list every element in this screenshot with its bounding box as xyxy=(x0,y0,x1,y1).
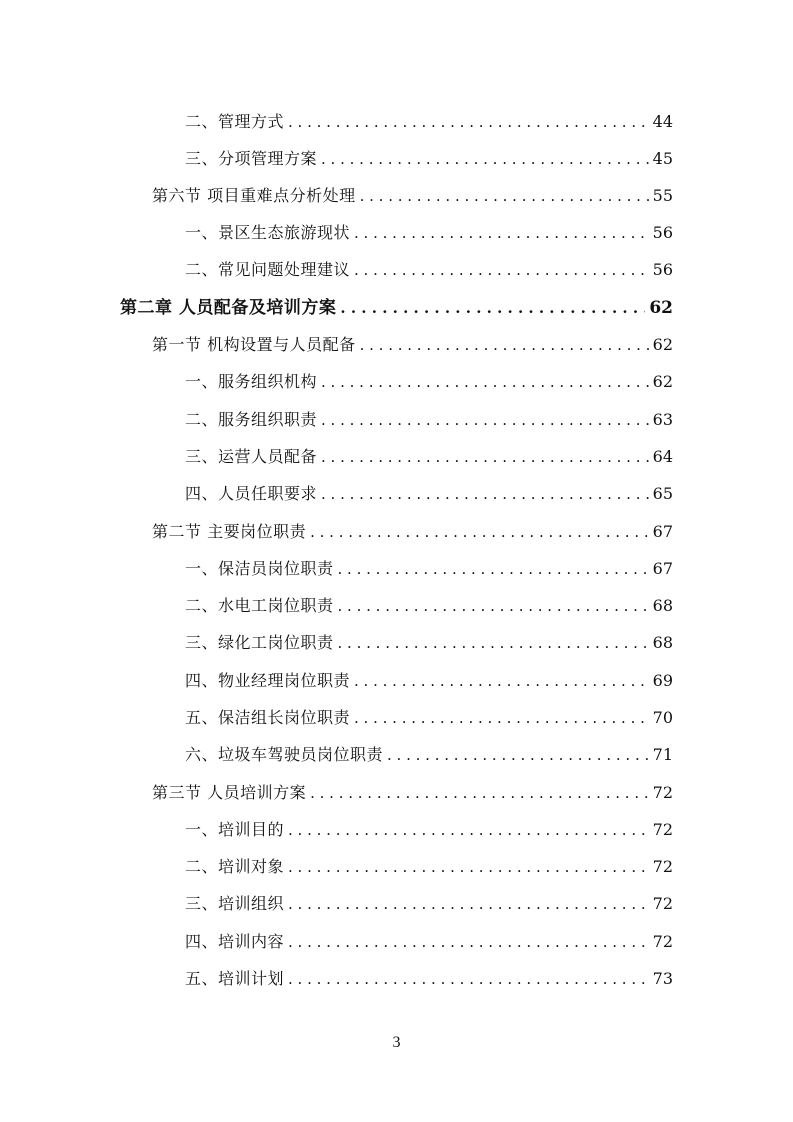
toc-entry-page: 44 xyxy=(652,112,673,131)
toc-entry-page: 72 xyxy=(652,932,673,951)
toc-entry[interactable] xyxy=(152,510,673,542)
toc-entry-label: 三、运营人员配备 xyxy=(185,447,318,466)
toc-entry[interactable] xyxy=(185,100,673,132)
toc-leader-dots xyxy=(338,633,649,653)
toc-entry[interactable] xyxy=(185,882,673,914)
toc-entry-label: 第二节 主要岗位职责 xyxy=(152,522,307,541)
toc-entry-label: 二、管理方式 xyxy=(185,112,285,131)
toc-entry-label: 六、垃圾车驾驶员岗位职责 xyxy=(185,745,384,764)
toc-entry[interactable] xyxy=(185,621,673,653)
toc-entry-page: 72 xyxy=(652,783,673,802)
toc-entry[interactable] xyxy=(185,808,673,840)
toc-entry[interactable] xyxy=(152,323,673,355)
toc-entry-label: 二、培训对象 xyxy=(185,857,285,876)
toc-entry-label: 四、培训内容 xyxy=(185,932,285,951)
toc-leader-dots xyxy=(321,410,649,430)
toc-entry-label: 第一节 机构设置与人员配备 xyxy=(152,335,356,354)
toc-entry-page: 56 xyxy=(652,223,673,242)
toc-leader-dots xyxy=(310,522,649,542)
toc-leader-dots xyxy=(354,260,649,280)
toc-entry-label: 五、保洁组长岗位职责 xyxy=(185,708,351,727)
toc-entry-label: 五、培训计划 xyxy=(185,969,285,988)
toc-entry-label: 四、人员任职要求 xyxy=(185,484,318,503)
toc-leader-dots xyxy=(360,186,649,206)
toc-leader-dots xyxy=(321,484,649,504)
toc-entry[interactable] xyxy=(185,584,673,616)
toc-entry-label: 一、景区生态旅游现状 xyxy=(185,223,351,242)
toc-entry-label: 一、培训目的 xyxy=(185,820,285,839)
toc-entry[interactable] xyxy=(185,435,673,467)
toc-entry-page: 72 xyxy=(652,894,673,913)
toc-entry-label: 一、服务组织机构 xyxy=(185,372,318,391)
toc-entry-page: 67 xyxy=(652,559,673,578)
toc-leader-dots xyxy=(288,894,649,914)
toc-entry-page: 56 xyxy=(652,260,673,279)
toc-leader-dots xyxy=(288,857,649,877)
toc-entry-page: 62 xyxy=(652,372,673,391)
toc-entry-label: 二、服务组织职责 xyxy=(185,410,318,429)
toc-entry[interactable] xyxy=(185,845,673,877)
toc-entry-label: 四、物业经理岗位职责 xyxy=(185,671,351,690)
toc-entry[interactable] xyxy=(185,696,673,728)
toc-leader-dots xyxy=(387,745,649,765)
toc-entry[interactable] xyxy=(185,137,673,169)
toc-leader-dots xyxy=(321,149,649,169)
toc-chapter-entry[interactable] xyxy=(120,286,673,318)
toc-entry[interactable] xyxy=(185,659,673,691)
toc-entry-label: 二、水电工岗位职责 xyxy=(185,596,334,615)
toc-leader-dots xyxy=(354,671,649,691)
toc-entry-page: 67 xyxy=(652,522,673,541)
toc-entry-label: 三、培训组织 xyxy=(185,894,285,913)
toc-leader-dots xyxy=(338,596,649,616)
toc-leader-dots xyxy=(288,969,649,989)
page-number: 3 xyxy=(392,1034,401,1051)
toc-entry-page: 70 xyxy=(652,708,673,727)
toc-leader-dots xyxy=(354,708,649,728)
toc-entry-page: 68 xyxy=(652,633,673,652)
toc-entry-label: 第三节 人员培训方案 xyxy=(152,783,307,802)
toc-entry[interactable] xyxy=(185,472,673,504)
toc-entry-page: 55 xyxy=(652,186,673,205)
toc-entry-page: 65 xyxy=(652,484,673,503)
toc-entry[interactable] xyxy=(185,398,673,430)
toc-leader-dots xyxy=(321,447,649,467)
toc-leader-dots xyxy=(340,298,645,318)
toc-entry-label: 三、分项管理方案 xyxy=(185,149,318,168)
toc-leader-dots xyxy=(288,112,649,132)
toc-entry-page: 72 xyxy=(652,857,673,876)
toc-entry-page: 71 xyxy=(652,745,673,764)
toc-entry[interactable] xyxy=(185,360,673,392)
toc-entry-page: 63 xyxy=(652,410,673,429)
toc-entry-page: 64 xyxy=(652,447,673,466)
toc-entry-page: 69 xyxy=(652,671,673,690)
toc-entry[interactable] xyxy=(185,547,673,579)
toc-entry[interactable] xyxy=(152,174,673,206)
toc-entry[interactable] xyxy=(185,211,673,243)
toc-entry[interactable] xyxy=(152,771,673,803)
toc-entry-label: 一、保洁员岗位职责 xyxy=(185,559,334,578)
toc-leader-dots xyxy=(288,932,649,952)
toc-entry-page: 45 xyxy=(652,149,673,168)
toc-entry[interactable] xyxy=(185,920,673,952)
toc-entry-label: 三、绿化工岗位职责 xyxy=(185,633,334,652)
toc-leader-dots xyxy=(338,559,649,579)
toc-leader-dots xyxy=(288,820,649,840)
toc-entry[interactable] xyxy=(185,957,673,989)
toc-entry-page: 68 xyxy=(652,596,673,615)
toc-entry-label: 第六节 项目重难点分析处理 xyxy=(152,186,356,205)
toc-entry-page: 62 xyxy=(649,298,673,318)
toc-entry[interactable] xyxy=(185,733,673,765)
toc-leader-dots xyxy=(354,223,649,243)
toc-leader-dots xyxy=(321,372,649,392)
toc-leader-dots xyxy=(360,335,649,355)
toc-entry-label: 二、常见问题处理建议 xyxy=(185,260,351,279)
toc-entry-label: 第二章 人员配备及培训方案 xyxy=(120,298,337,318)
toc-entry-page: 72 xyxy=(652,820,673,839)
toc-entry-page: 73 xyxy=(652,969,673,988)
toc-entry-page: 62 xyxy=(652,335,673,354)
toc-entry[interactable] xyxy=(185,248,673,280)
toc-leader-dots xyxy=(310,783,649,803)
